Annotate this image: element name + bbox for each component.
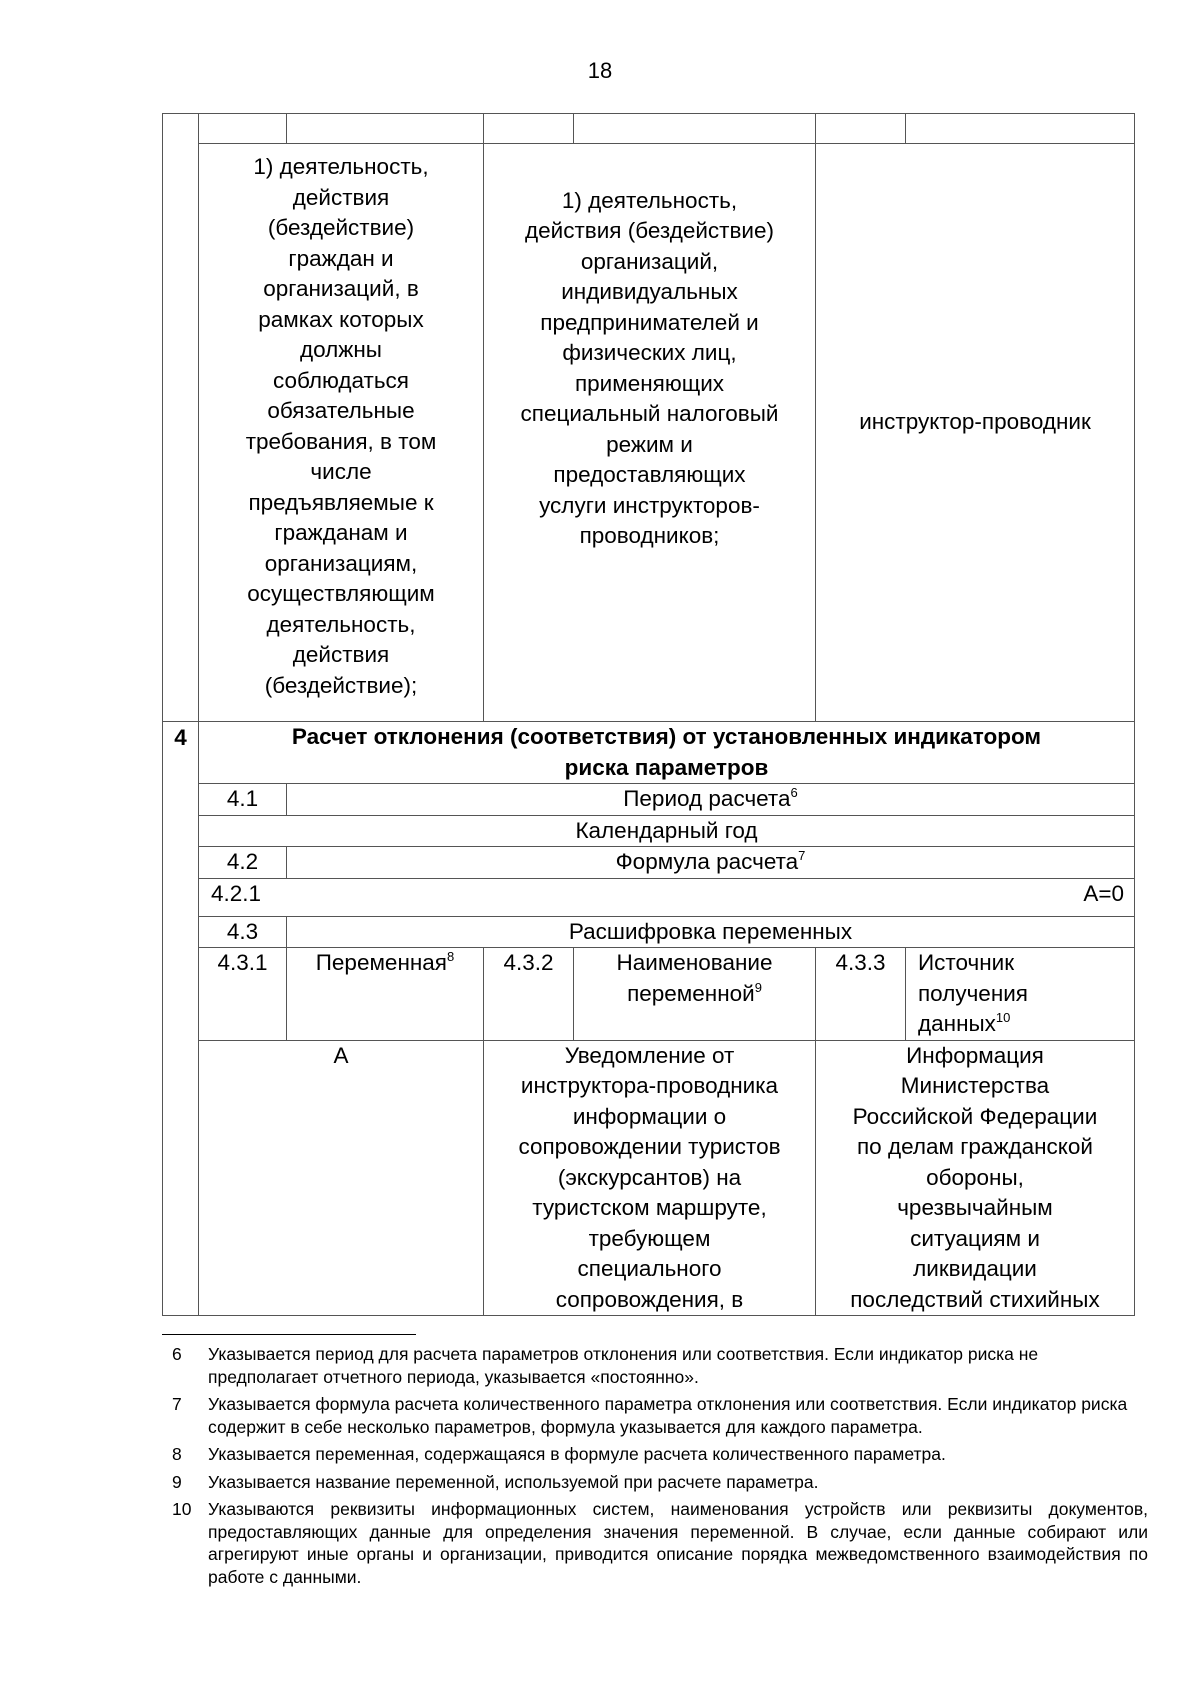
subjects-row	[163, 144, 1135, 722]
footnote-separator	[162, 1334, 416, 1335]
subjects-col1-line: (бездействие);	[264, 672, 418, 698]
data-source-header	[906, 948, 1135, 1041]
variable-source-line: ситуациям и	[910, 1225, 1040, 1251]
footnote-item	[172, 1343, 1148, 1388]
variable-source-line: по делам гражданской	[857, 1134, 1093, 1159]
variable-name-header	[574, 948, 816, 1041]
indicator-table	[162, 113, 1135, 1316]
section4-title-line1: Расчет отклонения (соответствия) от установленных индикатором	[291, 724, 1042, 749]
subjects-col2-line: предоставляющих	[553, 462, 746, 487]
data-source-header-l3: данных	[918, 1011, 996, 1036]
variable-source-line: последствий стихийных	[850, 1286, 1100, 1312]
subjects-col2-line: физических лиц,	[562, 340, 737, 365]
subjects-col2-line: действия (бездействие)	[525, 218, 774, 243]
subjects-col2-line: организаций,	[580, 248, 719, 274]
section4-title-row	[163, 722, 1135, 784]
variable-row	[163, 1040, 1135, 1316]
row-4-3-label: Расшифровка переменных	[287, 916, 1135, 948]
subjects-col2-line: предпринимателей и	[540, 309, 759, 335]
subjects-col2-text	[488, 186, 811, 552]
footnotes	[172, 1343, 1148, 1593]
variable-source-line: ликвидации	[913, 1256, 1037, 1281]
subjects-col1-line: соблюдаться	[272, 367, 409, 393]
row-4-1	[163, 784, 1135, 816]
variable-source-line: Российской Федерации	[852, 1103, 1098, 1129]
footnote-text: Указывается название переменной, используемой при расчете параметра.	[208, 1471, 819, 1492]
subjects-col1-line: обязательные	[267, 398, 415, 423]
formula-value: A=0	[1083, 880, 1124, 906]
section-number-cell-empty	[163, 114, 199, 722]
section4-title	[199, 722, 1135, 784]
subjects-col2	[484, 144, 816, 722]
subjects-col2-line: 1) деятельность,	[561, 187, 738, 213]
variable-name-header-l1: Наименование	[616, 950, 773, 975]
subjects-col1-line: гражданам и	[274, 520, 408, 545]
footnote-text: Указывается переменная, содержащаяся в формуле расчета количественного параметра.	[208, 1444, 946, 1464]
variable-source-line: чрезвычайным	[897, 1195, 1053, 1220]
row-4-2-number: 4.2	[199, 847, 287, 879]
row-4-1-label: Период расчета$^6$	[287, 784, 1135, 816]
footnote-item	[172, 1471, 1148, 1494]
subjects-col1-line: организаций, в	[263, 276, 419, 301]
footnote-number: 9	[172, 1471, 182, 1492]
subjects-col2-line: проводников;	[579, 523, 720, 548]
variable-value: A	[199, 1040, 484, 1316]
footnote-text: Указывается формула расчета количественного параметра отклонения или соответствия. Если индикатор риска содержит в себе несколько параметров, формула указывается для каждого параметра.	[208, 1394, 1128, 1437]
row-4-3	[163, 916, 1135, 948]
footnote-text: Указываются реквизиты информационных систем, наименования устройств или реквизиты документов, предоставляющих данные для определения значения переменной. В случае, если данные собирают или агрегируют иные органы и организации, приводится описание порядка межведомственного взаимодействия по работе с данными.	[208, 1499, 1148, 1587]
footnote-number: 10	[172, 1499, 192, 1519]
subjects-col2-line: применяющих	[574, 370, 725, 396]
row-4-3-3-number: 4.3.3	[816, 948, 906, 1041]
row-4-1-value	[163, 815, 1135, 847]
calculation-period-value: Календарный год	[199, 815, 1135, 847]
row-4-2-1-number: 4.2.1	[211, 880, 262, 906]
footnote-ref-7: 7	[798, 848, 806, 863]
table-header-strip	[163, 114, 1135, 144]
footnote-number: 6	[172, 1344, 182, 1364]
variable-name-header-l2: переменной	[627, 980, 755, 1006]
footnote-ref-9: 9	[754, 979, 762, 995]
variable-name-line: требующем	[588, 1225, 711, 1251]
footnote-number: 8	[172, 1444, 182, 1464]
variable-name-line: сопровождения, в	[555, 1286, 744, 1312]
subjects-col2-line: индивидуальных	[561, 279, 738, 304]
footnote-item	[172, 1443, 1148, 1466]
row-4-3-1-number: 4.3.1	[199, 948, 287, 1041]
subjects-col1-line: требования, в том	[245, 428, 437, 454]
data-source-header-l2: получения	[918, 980, 1028, 1006]
variable-header: Переменная$^8$	[287, 948, 484, 1041]
variable-name-line: Уведомление от	[564, 1042, 735, 1068]
variable-name	[484, 1040, 816, 1316]
subjects-col3	[816, 144, 1135, 722]
subjects-col1-text	[203, 152, 479, 701]
subjects-col1-line: осуществляющим	[247, 581, 435, 606]
footnote-ref-10: 10	[995, 1010, 1011, 1025]
footnote-text: Указывается период для расчета параметров отклонения или соответствия. Если индикатор риска не предполагает отчетного периода, указывается «постоянно».	[208, 1344, 1039, 1387]
subjects-col2-line: услуги инструкторов-	[539, 492, 760, 518]
subjects-col1-line: действия	[292, 642, 390, 667]
subjects-col1-line: предъявляемые к	[248, 489, 434, 515]
variable-name-line: сопровождении туристов	[518, 1134, 781, 1159]
subjects-col1-line: рамках которых	[258, 306, 424, 332]
section4-number: 4	[163, 722, 199, 1316]
subjects-col3-text: инструктор-проводник	[859, 409, 1091, 435]
subjects-col1-line: деятельность,	[266, 611, 416, 637]
row-4-2-1	[163, 878, 1135, 916]
subjects-col1	[199, 144, 484, 722]
variable-name-line: (экскурсантов) на	[557, 1164, 742, 1190]
variable-name-text	[488, 1041, 811, 1316]
subjects-col1-line: граждан и	[288, 245, 394, 271]
subjects-col2-line: специальный налоговый	[520, 401, 779, 426]
variable-name-line: туристском маршруте,	[532, 1195, 767, 1220]
subjects-col1-line: должны	[300, 337, 382, 362]
variable-name-line: инструктора-проводника	[520, 1073, 779, 1098]
section4-title-line2: риска параметров	[564, 754, 769, 780]
variable-source-text	[820, 1041, 1130, 1316]
footnote-ref-8: 8	[447, 949, 455, 964]
variable-name-line: специального	[577, 1256, 722, 1281]
row-4-3-number: 4.3	[199, 916, 287, 948]
variables-header-row	[163, 948, 1135, 1041]
footnote-item	[172, 1393, 1148, 1438]
variable-source-line: Министерства	[900, 1073, 1050, 1098]
row-4-2-label: Формула расчета$^7$	[287, 847, 1135, 879]
subjects-col1-line: 1) деятельность,	[253, 154, 429, 179]
footnote-ref-6: 6	[790, 785, 798, 800]
footnote-item	[172, 1498, 1148, 1588]
subjects-col1-line: (бездействие)	[267, 215, 415, 240]
variable-source-line: обороны,	[926, 1164, 1024, 1190]
row-4-1-number: 4.1	[199, 784, 287, 816]
data-source-header-l1: Источник	[918, 950, 1015, 975]
row-4-3-2-number: 4.3.2	[484, 948, 574, 1041]
variable-name-line: информации о	[572, 1103, 727, 1129]
subjects-col1-line: действия	[292, 184, 390, 210]
row-4-2	[163, 847, 1135, 879]
variable-source	[816, 1040, 1135, 1316]
page-number: 18	[587, 58, 613, 83]
footnote-number: 7	[172, 1394, 182, 1414]
variable-source-line: Информация	[906, 1042, 1044, 1068]
subjects-col1-line: числе	[310, 459, 372, 484]
formula-cell	[199, 878, 1135, 916]
subjects-col2-line: режим и	[606, 431, 693, 457]
subjects-col1-line: организациям,	[264, 550, 418, 576]
